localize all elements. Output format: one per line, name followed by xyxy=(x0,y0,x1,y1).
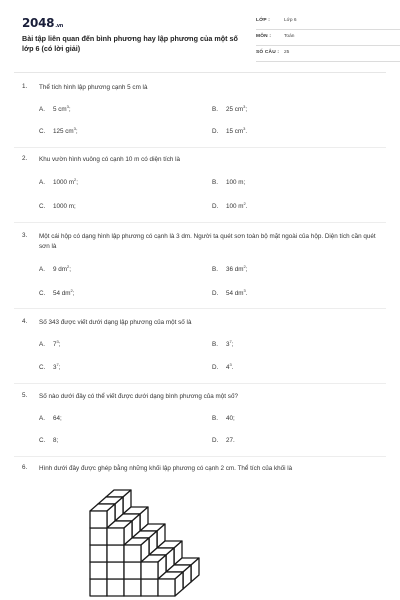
meta-row-subject xyxy=(256,30,400,46)
question-separator xyxy=(14,147,386,148)
question-number: 6. xyxy=(22,464,28,471)
option-d[interactable]: D. 27. xyxy=(212,437,235,444)
cube-front-face xyxy=(107,579,124,596)
option-b[interactable]: B. $3^7$; xyxy=(212,339,234,348)
cube-front-face xyxy=(124,562,141,579)
option-a[interactable]: A. 64; xyxy=(39,415,62,422)
option-d[interactable]: D. 15 $cm^3$. xyxy=(212,126,248,135)
option-c[interactable]: C. 125 $cm^3$; xyxy=(39,126,78,135)
option-b[interactable]: B. 40; xyxy=(212,415,235,422)
option-b[interactable]: B. 36 $dm^2$; xyxy=(212,264,248,273)
question-text: Khu vườn hình vuông có cạnh 10 m có diện tích là xyxy=(39,156,181,163)
meta-value: Lớp 6 xyxy=(284,18,297,23)
cube-front-face xyxy=(90,528,107,545)
meta-key: MÔN : xyxy=(256,34,272,39)
meta-key: SỐ CÂU : xyxy=(256,50,280,55)
meta-value: 25 xyxy=(284,50,290,55)
question-separator xyxy=(14,383,386,384)
option-a[interactable]: A. 1000 $m^2$; xyxy=(39,177,78,186)
question-text: Hình dưới đây được ghép bằng những khối lập phương có cạnh 2 cm. Thể tích của khối là xyxy=(39,465,293,472)
question-text: Số 343 được viết dưới dạng lập phương của một số là xyxy=(39,319,192,326)
question-separator xyxy=(14,456,386,457)
cube-grid xyxy=(90,490,199,596)
cube-front-face xyxy=(141,562,158,579)
cube-front-face xyxy=(124,579,141,596)
question-number: 2. xyxy=(22,155,28,162)
option-d[interactable]: D. 100 $m^2$. xyxy=(212,201,248,210)
option-a[interactable]: A. 5 $cm^3$; xyxy=(39,104,71,113)
cube-front-face xyxy=(107,545,124,562)
cube-front-face xyxy=(90,562,107,579)
question-number: 1. xyxy=(22,83,28,90)
question-number: 5. xyxy=(22,392,28,399)
option-a[interactable]: A. 9 $dm^2$; xyxy=(39,264,71,273)
option-d[interactable]: D. $4^3$. xyxy=(212,362,234,371)
cube-front-face xyxy=(90,511,107,528)
option-c[interactable]: C. 8; xyxy=(39,437,59,444)
question-text: Một cái hộp có dạng hình lập phương có cạnh là 3 dm. Người ta quét sơn toàn bộ mặt ngoài của hộp. Diện tích cần quét sơn là xyxy=(39,233,376,250)
question-text: Thể tích hình lập phương cạnh 5 cm là xyxy=(39,84,148,91)
site-logo[interactable]: 2048.vn xyxy=(22,16,64,30)
meta-info xyxy=(256,14,400,62)
question-separator xyxy=(14,222,386,223)
worksheet-header xyxy=(20,14,380,64)
cube-staircase-figure xyxy=(72,476,222,600)
option-b[interactable]: B. 25 $cm^3$; xyxy=(212,104,248,113)
cube-front-face xyxy=(107,562,124,579)
option-d[interactable]: D. 54 $dm^3$. xyxy=(212,288,248,297)
cube-front-face xyxy=(158,579,175,596)
cube-front-face xyxy=(90,545,107,562)
question-number: 4. xyxy=(22,318,28,325)
question-number: 3. xyxy=(22,232,28,239)
option-a[interactable]: A. $7^3$; xyxy=(39,339,61,348)
option-c[interactable]: C. 54 $dm^2$; xyxy=(39,288,75,297)
meta-row-count xyxy=(256,46,400,62)
meta-value: Toán xyxy=(284,34,295,39)
meta-row-grade xyxy=(256,14,400,30)
option-c[interactable]: C. $3^7$; xyxy=(39,362,61,371)
document-title: Bài tập liên quan đến bình phương hay lập phương của một số lớp 6 (có lời giải) xyxy=(22,34,238,53)
question-separator xyxy=(14,308,386,309)
option-c[interactable]: C. 1000 m; xyxy=(39,203,76,210)
option-b[interactable]: B. 100 m; xyxy=(212,179,246,186)
cube-front-face xyxy=(90,579,107,596)
cube-front-face xyxy=(141,579,158,596)
header-divider xyxy=(14,72,386,73)
question-text: Số nào dưới đây có thể viết được dưới dạng bình phương của một số? xyxy=(39,393,238,400)
meta-key: LỚP : xyxy=(256,18,271,23)
cube-front-face xyxy=(124,545,141,562)
cube-front-face xyxy=(107,528,124,545)
